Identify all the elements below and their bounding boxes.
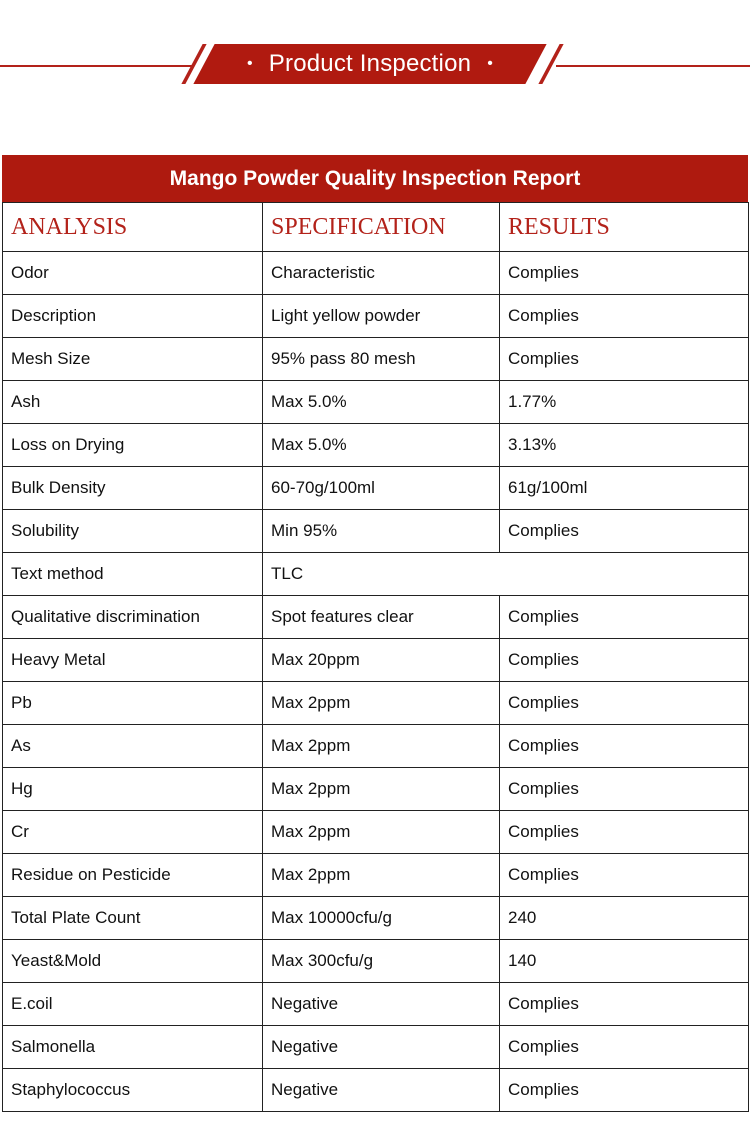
table-row xyxy=(3,467,749,510)
table-row xyxy=(3,639,749,682)
cell-result: Complies xyxy=(500,596,749,639)
cell-analysis: Ash xyxy=(3,381,263,424)
table-row xyxy=(3,252,749,295)
cell-analysis: Qualitative discrimination xyxy=(3,596,263,639)
cell-specification: Spot features clear xyxy=(263,596,500,639)
cell-analysis: Pb xyxy=(3,682,263,725)
cell-specification: Max 2ppm xyxy=(263,682,500,725)
cell-analysis: Bulk Density xyxy=(3,467,263,510)
cell-specification: Max 2ppm xyxy=(263,854,500,897)
cell-specification: Negative xyxy=(263,1069,500,1112)
cell-specification: Max 5.0% xyxy=(263,381,500,424)
cell-specification: TLC xyxy=(263,553,749,596)
header-results: RESULTS xyxy=(500,203,749,252)
cell-analysis: Yeast&Mold xyxy=(3,940,263,983)
cell-specification: Negative xyxy=(263,983,500,1026)
table-row xyxy=(3,1069,749,1112)
cell-analysis: Solubility xyxy=(3,510,263,553)
cell-result: Complies xyxy=(500,983,749,1026)
cell-result: Complies xyxy=(500,252,749,295)
cell-result: Complies xyxy=(500,854,749,897)
cell-result: 3.13% xyxy=(500,424,749,467)
cell-result: Complies xyxy=(500,682,749,725)
cell-analysis: Mesh Size xyxy=(3,338,263,381)
cell-specification: Negative xyxy=(263,1026,500,1069)
cell-analysis: Hg xyxy=(3,768,263,811)
cell-specification: Light yellow powder xyxy=(263,295,500,338)
cell-result: Complies xyxy=(500,725,749,768)
banner-line-right xyxy=(556,65,750,67)
cell-analysis: Residue on Pesticide xyxy=(3,854,263,897)
report-table xyxy=(2,202,749,1112)
table-row xyxy=(3,725,749,768)
header-specification: SPECIFICATION xyxy=(263,203,500,252)
table-row xyxy=(3,983,749,1026)
cell-result: 140 xyxy=(500,940,749,983)
cell-specification: Min 95% xyxy=(263,510,500,553)
cell-analysis: Text method xyxy=(3,553,263,596)
table-row xyxy=(3,940,749,983)
cell-analysis: E.coil xyxy=(3,983,263,1026)
banner-dot-right: • xyxy=(487,55,493,72)
table-row xyxy=(3,854,749,897)
cell-specification: Max 10000cfu/g xyxy=(263,897,500,940)
cell-result: Complies xyxy=(500,1026,749,1069)
cell-analysis: Staphylococcus xyxy=(3,1069,263,1112)
banner-dot-left: • xyxy=(246,55,253,72)
table-row xyxy=(3,295,749,338)
cell-result: Complies xyxy=(500,295,749,338)
table-row xyxy=(3,897,749,940)
table-row xyxy=(3,1026,749,1069)
report-body xyxy=(3,252,749,1112)
cell-result: 1.77% xyxy=(500,381,749,424)
cell-analysis: Total Plate Count xyxy=(3,897,263,940)
cell-analysis: Description xyxy=(3,295,263,338)
cell-analysis: Salmonella xyxy=(3,1026,263,1069)
inspection-report xyxy=(2,155,748,1112)
cell-specification: Max 300cfu/g xyxy=(263,940,500,983)
header-row xyxy=(3,203,749,252)
table-row xyxy=(3,381,749,424)
table-row xyxy=(3,424,749,467)
table-row xyxy=(3,596,749,639)
cell-specification: Characteristic xyxy=(263,252,500,295)
cell-specification: 60-70g/100ml xyxy=(263,467,500,510)
header-analysis: ANALYSIS xyxy=(3,203,263,252)
cell-analysis: Loss on Drying xyxy=(3,424,263,467)
cell-specification: Max 2ppm xyxy=(263,725,500,768)
table-row xyxy=(3,768,749,811)
table-row xyxy=(3,338,749,381)
cell-specification: Max 20ppm xyxy=(263,639,500,682)
report-title: Mango Powder Quality Inspection Report xyxy=(2,155,748,202)
table-row xyxy=(3,553,749,596)
cell-specification: Max 5.0% xyxy=(263,424,500,467)
banner-title: Product Inspection xyxy=(268,50,472,77)
table-row xyxy=(3,510,749,553)
cell-specification: Max 2ppm xyxy=(263,768,500,811)
cell-analysis: Heavy Metal xyxy=(3,639,263,682)
cell-result: Complies xyxy=(500,510,749,553)
cell-analysis: Odor xyxy=(3,252,263,295)
table-row xyxy=(3,682,749,725)
cell-result: Complies xyxy=(500,811,749,854)
banner-text xyxy=(204,44,536,84)
cell-result: Complies xyxy=(500,1069,749,1112)
cell-result: 240 xyxy=(500,897,749,940)
cell-result: Complies xyxy=(500,338,749,381)
cell-analysis: Cr xyxy=(3,811,263,854)
cell-result: Complies xyxy=(500,639,749,682)
cell-specification: 95% pass 80 mesh xyxy=(263,338,500,381)
cell-result: 61g/100ml xyxy=(500,467,749,510)
cell-specification: Max 2ppm xyxy=(263,811,500,854)
cell-analysis: As xyxy=(3,725,263,768)
banner-line-left xyxy=(0,65,192,67)
table-row xyxy=(3,811,749,854)
cell-result: Complies xyxy=(500,768,749,811)
